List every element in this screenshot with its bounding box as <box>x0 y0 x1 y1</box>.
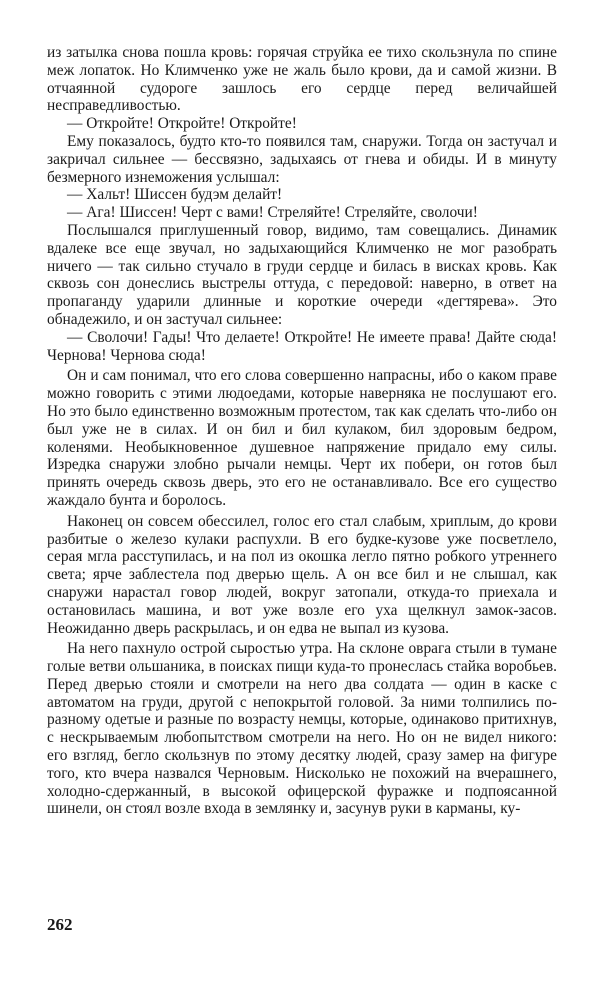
paragraph: из затылка снова пошла кровь: горячая струйка ее тихо скользнула по спине меж лопаток. Но Климченко уже не жаль было крови, да и самой жизни. В отчаянной судороге зашлось его сердце перед величайшей несправедливостью. <box>47 44 557 115</box>
page-number: 262 <box>47 915 73 934</box>
paragraph: Ему показалось, будто кто-то появился там, снаружи. Тогда он застучал и закричал сильнее — бессвязно, задыхаясь от гнева и обиды. И в минуту безмерного изнеможения услышал: <box>47 132 557 186</box>
paragraph: Он и сам понимал, что его слова совершенно напрасны, ибо о каком праве можно говорить с этими людоедами, которые наверняка не послушают его. Но это было единственно возможным протестом, так как сделать что-либо он был уже не в силах. И он бил и бил кулаком, бил здоровым бедром, коленями. Необыкновенное душевное напряжение придало ему силы. Изредка снаружи злобно рычали немцы. Черт их побери, он готов был принять очередь сквозь дверь, это его не останавливало. Все его существо жаждало бунта и боролось. <box>47 367 557 509</box>
paragraph: — Сволочи! Гады! Что делаете! Откройте! Не имеете права! Дайте сюда! Чернова! Чернова сюда! <box>47 328 557 364</box>
paragraph: — Откройте! Откройте! Откройте! <box>67 115 297 133</box>
paragraph: — Ага! Шиссен! Черт с вами! Стреляйте! Стреляйте, сволочи! <box>67 204 478 222</box>
paragraph: — Хальт! Шиссен будэм делайт! <box>67 186 283 204</box>
paragraph: Послышался приглушенный говор, видимо, там совещались. Динамик вдалеке все еще звучал, но задыхающийся Климченко не мог разобрать ничего — так сильно стучало в груди сердце и билась в висках кровь. Как сквозь сон донеслись выстрелы оттуда, с передовой: наверно, в ответ на пропаганду ударили длинные и короткие очереди «дегтярева». Это обнадежило, и он застучал сильнее: <box>47 221 557 328</box>
page-body <box>47 44 557 818</box>
paragraph: На него пахнуло острой сыростью утра. На склоне оврага стыли в тумане голые ветви ольшаника, в поисках пищи куда-то пронеслась стайка воробьев. Перед дверью стояли и смотрели на него два солдата — один в каске с автоматом на груди, другой с непокрытой головой. За ними толпились по-разному одетые и разные по возрасту немцы, которые, одинаково притихнув, с нескрываемым любопытством смотрели на него. Но он не видел никого: его взгляд, бегло скользнув по этому десятку людей, сразу замер на фигуре того, кто вчера назвался Черновым. Нисколько не похожий на вчерашнего, холодно-сдержанный, в высокой офицерской фуражке и подпоясанной шинели, он стоял возле входа в землянку и, засунув руки в карманы, ку- <box>47 640 557 818</box>
paragraph: Наконец он совсем обессилел, голос его стал слабым, хриплым, до крови разбитые о железо кулаки распухли. В его будке-кузове уже посветлело, серая мгла расступилась, и на пол из окошка легло пятно робкого утреннего света; ярче заблестела под дверью щель. А он все бил и не слышал, как снаружи нарастал говор людей, вокруг затопали, откуда-то приехала и остановилась машина, и вот уже возле его уха щелкнул замок-засов. Неожиданно дверь раскрылась, и он едва не выпал из кузова. <box>47 512 557 637</box>
